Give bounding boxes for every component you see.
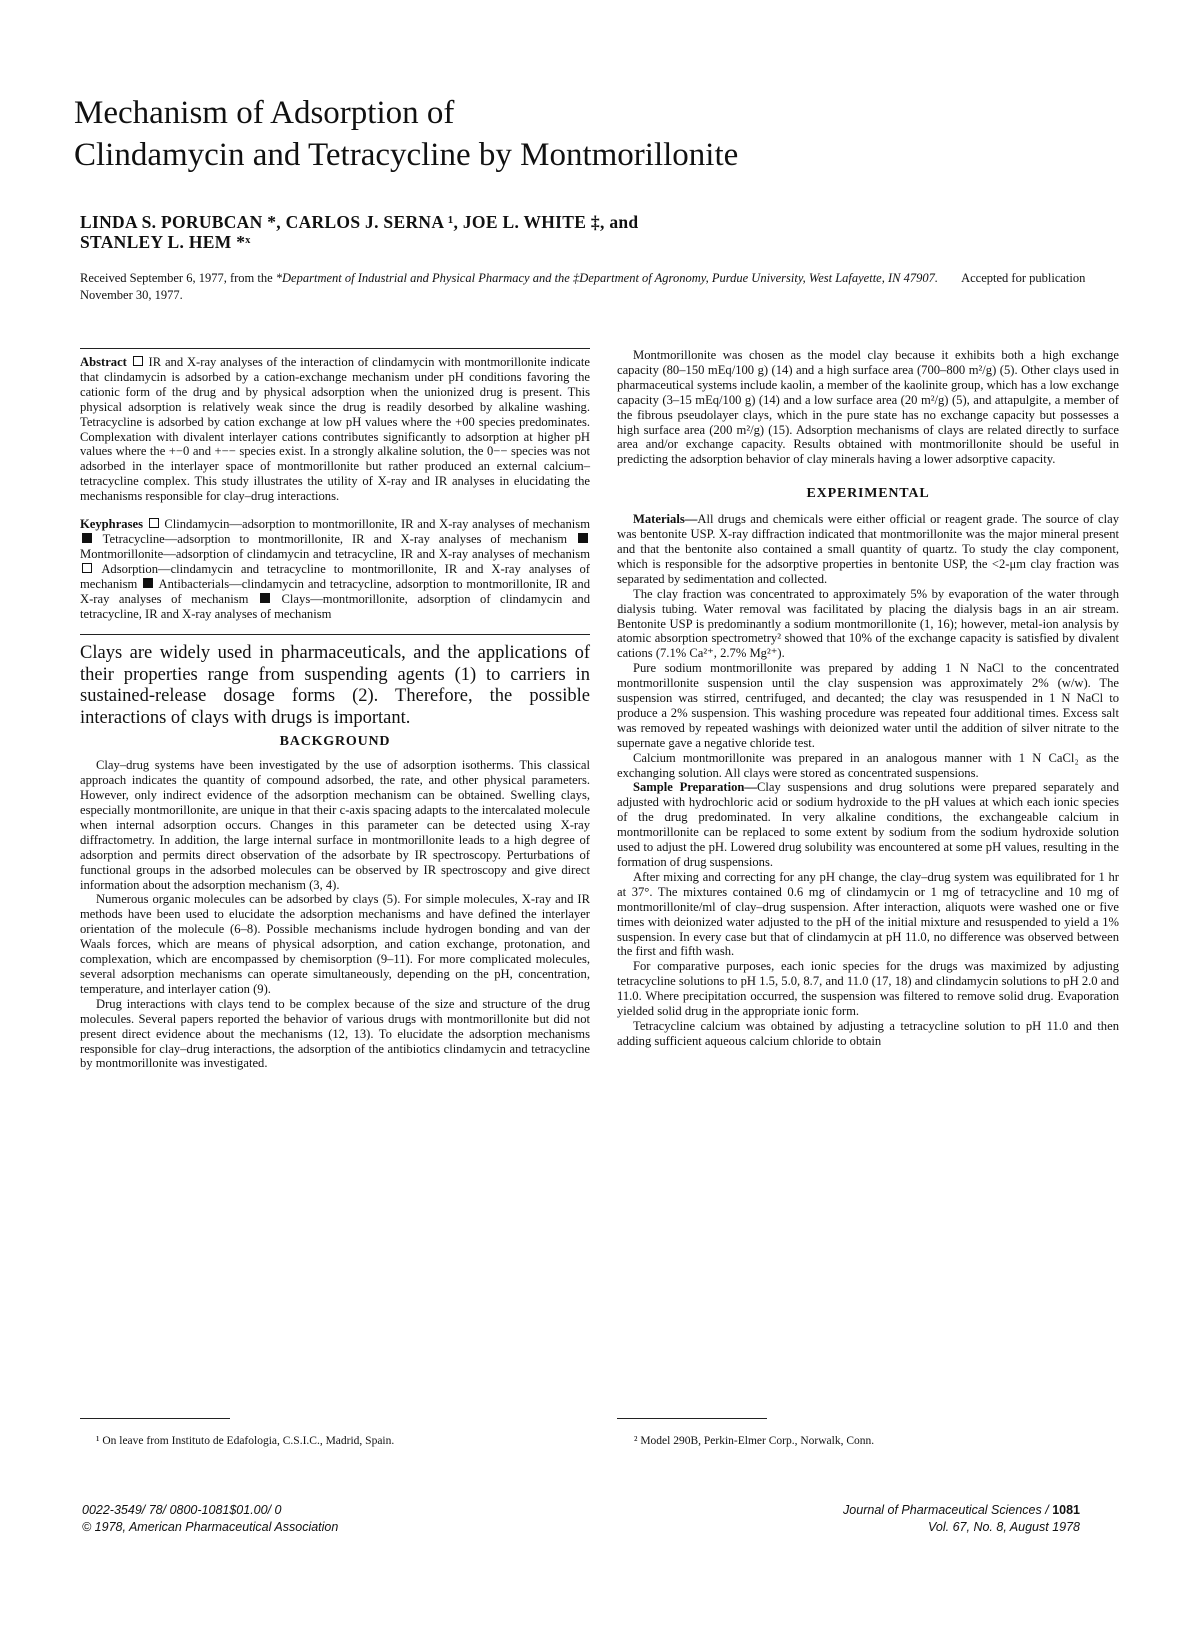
keyphrase-item: Tetracycline—adsorption to montmorillonite, IR and X-ray analyses of mechanism [102,531,568,546]
filled-square-bullet-icon [82,533,92,543]
materials-text: All drugs and chemicals were either official or reagent grade. The source of clay was bentonite USP. X-ray diffraction indicated that montmorillonite was the major mineral present and that the bentonite also contained a small quantity of quartz. To study the clay component, which is responsible for the adsorptive properties in bentonite USP, the <2-μm clay fraction was separated by sedimentation and collected. [617,512,1119,586]
article-title [74,92,974,176]
experimental-paragraph: Tetracycline calcium was obtained by adjusting a tetracycline solution to pH 11.0 and then adding sufficient aqueous calcium chloride to obtain [617,1018,1119,1048]
journal-line [843,1502,1080,1519]
experimental-paragraph: After mixing and correcting for any pH change, the clay–drug system was equilibrated for 1 hr at 37°. The mixtures contained 0.6 mg of clindamycin or 1 mg of tetracycline and 10 mg of montmorillonite/ml of clay–drug suspension. After interaction, aliquots were washed one or five times with deionized water adjusted to the pH of the initial mixture and resuspended to yield a 1% suspension. In every case but that of clindamycin at pH 11.0, no difference was observed between the first and fifth wash. [617,869,1119,959]
background-paragraph: Numerous organic molecules can be adsorbed by clays (5). For simple molecules, X-ray and IR methods have been used to elucidate the adsorption mechanisms and have defined the interlayer orientation of the molecule (6–8). Possible mechanisms include hydrogen bonding and van der Waals forces, which are means of physical adsorption, and cation exchange, protonation, and complexation, which are encompassed by chemisorption (9–11). For more complicated molecules, several adsorption mechanisms can operate simultaneously, depending on the pH, concentration, temperature, and interlayer cation (9). [80,892,590,996]
authors-line-1: LINDA S. PORUBCAN *, CARLOS J. SERNA ¹, JOE L. WHITE ‡, and [80,212,639,232]
experimental-paragraph: Pure sodium montmorillonite was prepared by adding 1 N NaCl to the concentrated montmorillonite suspension until the clay suspension was approximately 2% (w/w). The suspension was stirred, centrifuged, and decanted; the clay was resuspended in 1 N NaCl to produce a 2% suspension. This washing procedure was repeated four additional times. Excess salt was removed by repeated washings with deionized water until the addition of silver nitrate to the supernate gave a negative chloride test. [617,661,1119,750]
affiliation: *Department of Industrial and Physical Pharmacy and the ‡Department of Agronomy, Purdue University, West Lafayette, IN 47907. [275,271,938,285]
background-heading: BACKGROUND [279,734,391,750]
keyphrase-item: Adsorption—clindamycin and tetracycline to montmorillonite, IR and X-ray analyses of mechanism [80,561,590,591]
experimental-heading: EXPERIMENTAL [806,486,930,502]
issue-line: Vol. 67, No. 8, August 1978 [928,1520,1080,1534]
title-line-2: Clindamycin and Tetracycline by Montmorillonite [74,137,739,173]
intro-paragraph: Clays are widely used in pharmaceuticals, and the applications of their properties range from suspending agents (1) to carriers in sustained-release dosage forms (2). Therefore, the possible interactions of clays with drugs is important. [80,643,590,728]
keyphrases-label: Keyphrases [80,517,143,532]
right-column [617,348,1119,1049]
keyphrase-item: Antibacterials—clindamycin and tetracycline, adsorption to montmorillonite, IR and X-ray analyses of mechanism [80,576,590,606]
sample-preparation-text: Clay suspensions and drug solutions were prepared separately and adjusted with hydrochloric acid or sodium hydroxide to the pH values at which each ionic species of the drug predominated. In very alkaline conditions, the exchangeable calcium in montmorillonite can be replaced to some extent by sodium from the sodium hydroxide solution used to adjust the pH. Lowered drug solubility was encountered at some pH values, resulting in the formation of drug suspensions. [617,780,1119,869]
materials-paragraph [617,512,1119,587]
authors-line-2: STANLEY L. HEM *ˣ [80,232,251,252]
filled-square-bullet-icon [260,593,270,603]
title-line-1: Mechanism of Adsorption of [74,95,455,131]
keyphrases [80,517,590,621]
abstract-bottom-rule [80,634,590,635]
square-bullet-icon [133,356,143,366]
experimental-paragraph: Calcium montmorillonite was prepared in an analogous manner with 1 N CaCl₂ as the exchanging solution. All clays were stored as concentrated suspensions. [617,750,1119,780]
author-list [80,212,900,252]
footnote-rule-left [80,1418,230,1419]
accepted-date: Accepted for publication November 30, 1977. [80,271,1086,302]
left-column [80,348,590,1071]
sample-preparation-label: Sample Preparation— [633,780,757,795]
square-bullet-icon [82,563,92,573]
materials-label: Materials— [633,512,698,527]
footnote-rule-right [617,1418,767,1419]
page-number: 1081 [1052,1503,1080,1517]
abstract-label: Abstract [80,355,127,369]
filled-square-bullet-icon [578,533,588,543]
keyphrase-item: Clays—montmorillonite, adsorption of clindamycin and tetracycline, IR and X-ray analyses of mechanism [80,591,591,621]
experimental-paragraph: The clay fraction was concentrated to approximately 5% by evaporation of the water through dialysis tubing. Water removal was facilitated by placing the dialysis bags in an air stream. Bentonite USP is predominantly a sodium montmorillonite (1, 16); however, metal-ion analysis by atomic absorption spectrometry² showed that 10% of the exchange capacity is satisfied by divalent cations (7.1% Ca²⁺, 2.7% Mg²⁺). [617,586,1119,661]
received-note [80,270,1110,304]
filled-square-bullet-icon [143,578,153,588]
background-paragraph: Drug interactions with clays tend to be complex because of the size and structure of the drug molecules. Several papers reported the behavior of various drugs with montmorillonite but did not present direct evidence about the mechanisms (12, 13). To elucidate the adsorption mechanisms responsible for clay–drug interactions, the adsorption of the antibiotics clindamycin and tetracycline by montmorillonite was investigated. [80,996,590,1071]
abstract [80,355,590,504]
journal-name: Journal of Pharmaceutical Sciences / [843,1503,1053,1517]
received-prefix: Received September 6, 1977, from the [80,271,276,285]
footnote-right: ² Model 290B, Perkin-Elmer Corp., Norwalk, Conn. [634,1435,875,1447]
abstract-text: IR and X-ray analyses of the interaction of clindamycin with montmorillonite indicate that clindamycin is adsorbed by a cation-exchange mechanism under pH conditions favoring the cationic form of the drug and by physical adsorption when the unionized drug is present. This physical adsorption is relatively weak since the drug is readily desorbed by alkaline washing. Tetracycline is adsorbed by cation exchange at low pH values where the +00 species predominates. Complexation with divalent interlayer cations contributes significantly to adsorption at higher pH values where the +−0 and +−− species exist. In a strongly alkaline solution, the 0−− species was not adsorbed in the interlayer space of montmorillonite but rather produced an external calcium–tetracycline complex. This study illustrates the utility of X-ray and IR analyses in elucidating the mechanisms responsible for clay–drug interactions. [80,355,590,504]
clay-choice-paragraph: Montmorillonite was chosen as the model clay because it exhibits both a high exchange capacity (80–150 mEq/100 g) (14) and a high surface area (700–800 m²/g) (5). Other clays used in pharmaceutical systems include kaolin, a member of the kaolinite group, which has a low exchange capacity (3–15 mEq/100 g) (14) and a low surface area (20 m²/g) (5), and attapulgite, a member of the fibrous pseudolayer clays, which in the pure state has no exchange capacity but possesses a high surface area (200 m²/g) (15). Adsorption mechanisms of clays are related directly to surface area and/or exchange capacity. Results obtained with montmorillonite should be useful in predicting the adsorption behavior of clay minerals having a lower adsorptive capacity. [617,348,1119,467]
article-code: 0022-3549/ 78/ 0800-1081$01.00/ 0 [82,1503,282,1517]
experimental-paragraph: For comparative purposes, each ionic species for the drugs was maximized by adjusting tetracycline solutions to pH 1.5, 5.0, 8.7, and 11.0 (17, 18) and clindamycin solutions to pH 2.0 and 11.0. Where precipitation occurred, the suspension was filtered to remove solid drug. Evaporation yielded solid drug in the appropriate ionic form. [617,959,1119,1019]
sample-preparation-paragraph [617,780,1119,869]
abstract-top-rule [80,348,590,349]
keyphrase-item: Clindamycin—adsorption to montmorillonite, IR and X-ray analyses of mechanism [164,517,591,532]
footer-right [843,1502,1080,1536]
footer-left [82,1502,338,1536]
square-bullet-icon [149,518,159,528]
keyphrase-item: Montmorillonite—adsorption of clindamycin and tetracycline, IR and X-ray analyses of mechanism [80,546,590,561]
background-paragraph: Clay–drug systems have been investigated by the use of adsorption isotherms. This classical approach indicates the quantity of compound adsorbed, the rate, and other physical parameters. However, only indirect evidence of the adsorption mechanism can be obtained. Swelling clays, especially montmorillonite, are unique in that their c-axis spacing adapts to the intercalated molecule when internal adsorption occurs. Changes in this parameter can be detected using X-ray diffractometry. In addition, the large internal surface in montmorillonite leads to a high degree of adsorption and permits direct observation of the adsorbate by IR spectroscopy. Perturbations of functional groups in the adsorbed molecules can be observed by IR spectroscopy and give direct information about the adsorption mechanism (3, 4). [80,758,590,892]
copyright: © 1978, American Pharmaceutical Association [82,1520,339,1534]
footnote-left: ¹ On leave from Instituto de Edafologia, C.S.I.C., Madrid, Spain. [96,1435,395,1447]
